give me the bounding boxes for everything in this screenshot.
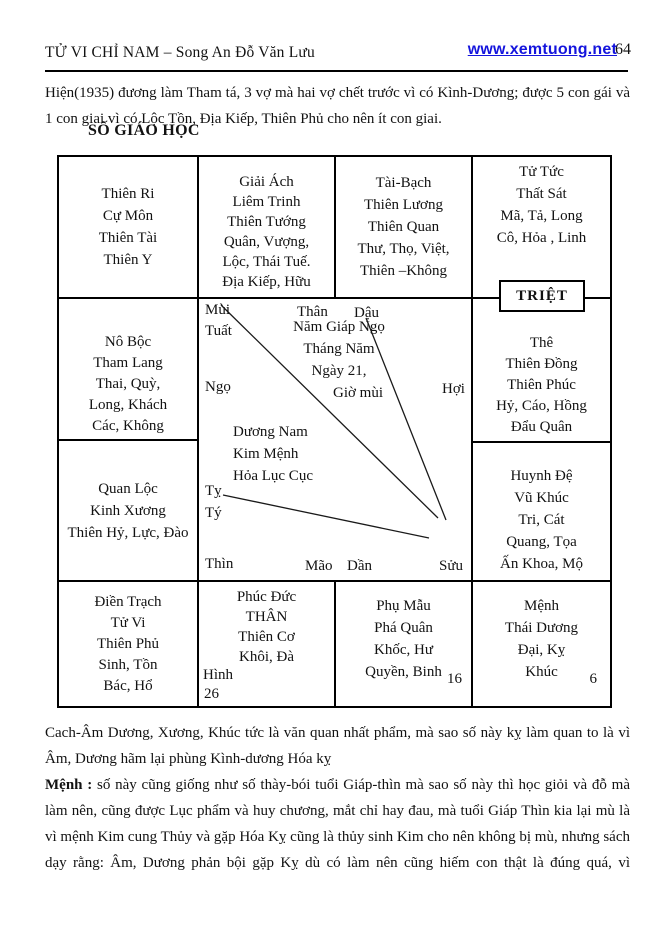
branch-dan: Dần [347, 558, 372, 574]
text-line: Tử Vi [110, 614, 146, 631]
text-line: Thiên Hỷ, Lực, Đào [67, 524, 189, 541]
text-line: Thái Dương [504, 620, 579, 636]
branch-ti: Tỵ [205, 483, 222, 499]
text-line: Quyền, Binh [365, 664, 442, 680]
palace-star-lines [199, 587, 334, 667]
palace-menh [473, 582, 610, 706]
text-line: Kim Mệnh [233, 446, 299, 462]
text-line: THÂN [245, 609, 288, 625]
destiny-info [233, 421, 313, 487]
branch-ty: Tý [205, 505, 222, 521]
text-line: Năm Giáp Ngọ [293, 319, 385, 335]
text-line: Giờ mùi [332, 385, 384, 401]
text-line: Thiên –Không [359, 263, 448, 279]
palace-huynh-de [473, 443, 610, 580]
text-line: Thiên Lương [364, 197, 443, 213]
branch-hoi: Hợi [442, 381, 465, 397]
text-line: Phụ Mẫu [376, 598, 431, 614]
text-line: Thiên Phúc [507, 377, 576, 393]
palace-tai-bach [336, 157, 471, 297]
text-line: Quan Lộc [98, 480, 158, 497]
palace-phu-mau [336, 582, 471, 706]
text-line: Điền Trạch [94, 593, 162, 610]
palace-number: 26 [204, 686, 219, 702]
palace-no-boc [59, 299, 197, 439]
text-line: Khôi, Đà [239, 649, 294, 665]
text-line: Hỷ, Cáo, Hồng [496, 398, 587, 414]
book-title: TỬ VI CHỈ NAM – Song An Đỗ Văn Lưu [45, 44, 315, 61]
text-line: Cự Môn [102, 208, 154, 224]
text-line: Quang, Tọa [506, 534, 577, 550]
page-number: 64 [615, 41, 631, 58]
intro-paragraph: Hiện(1935) đương làm Tham tá, 3 vợ mà hai vợ chết trước vì có Kình-Dương; được 5 con gái và 1 con giai vì có Lộc Tồn, Địa Kiếp, Thiên Phủ cho nên ít con giai. [45, 85, 630, 127]
text-line: Nô Bộc [104, 334, 152, 350]
text-line: Phá Quân [374, 620, 433, 636]
text-line: Thê [529, 335, 554, 351]
text-line: Thiên Ri [101, 186, 155, 202]
text-line: Đẩu Quân [510, 419, 573, 435]
branch-suu: Sửu [439, 558, 463, 574]
text-line: Tử Tức [519, 164, 564, 180]
text-line: Thiên Y [103, 252, 153, 268]
text-line: Cô, Hỏa , Linh [496, 230, 587, 246]
branch-dau: Dậu [354, 305, 379, 321]
text-line: Các, Không [92, 418, 164, 434]
text-line: Phúc Đức [236, 589, 297, 605]
tuvi-chart-table [57, 155, 612, 708]
text-line: Kinh Xương [90, 502, 166, 519]
branch-than: Thân [297, 304, 328, 320]
branch-tuat: Tuất [205, 323, 232, 339]
palace-dien-trach [59, 582, 197, 706]
text-line: Huynh Đệ [510, 468, 573, 484]
text-line: Thiên Cơ [238, 629, 295, 645]
section-heading: SỐ GIÁO HỌC [88, 122, 200, 139]
branch-thin: Thìn [205, 556, 234, 572]
menh-text: số này cũng giống như số thày-bói tuổi Giáp-thìn mà sao số này thì học giỏi và đỗ mà làm nên, cũng được Lục phẩm và huy chương, mắt chỉ hay đau, mà tuổi Giáp Thìn kia lại mù là vì mệnh Kim cung Thủy và gặp Hóa Kỵ cũng là thủy sinh Kim cho nên không bị mù, nhưng sách dạy rằng: Âm, Dương phản bội gặp Kỵ dù có làm nên cũng hiếm con thật là đúng quá, vì [45, 777, 630, 871]
palace-thien-ri [59, 157, 197, 297]
commentary-paragraph [45, 720, 630, 772]
branch-ngo: Ngọ [205, 379, 231, 395]
birth-info [254, 316, 424, 404]
text-line: Thiên Phủ [96, 635, 160, 652]
text-line: Thai, Quỳ, [95, 376, 161, 392]
text-line: Long, Khách [88, 397, 168, 413]
branch-mui: Mùi [205, 302, 231, 318]
text-line: Mệnh [524, 598, 559, 614]
commentary-text: Cach-Âm Dương, Xương, Khúc tức là văn quan nhất phẩm, mà sao số này kỵ làm quan to là vì Âm, Dương hãm lại phùng Kình-dương Hóa kỵ [45, 725, 630, 767]
text-line: Tài-Bạch [375, 175, 432, 191]
text-line: Bác, Hổ [103, 677, 153, 694]
palace-giai-ach [199, 157, 334, 297]
text-line: Liêm Trinh [232, 194, 301, 210]
text-line: Dương Nam [233, 424, 308, 440]
text-line: Tham Lang [93, 355, 163, 371]
text-line: Tháng Năm [303, 341, 375, 357]
palace-tu-tuc [473, 157, 610, 297]
text-line: Địa Kiếp, Hữu [222, 274, 311, 290]
footer-commentary [45, 720, 630, 876]
palace-phuc-duc [199, 582, 334, 706]
text-line: Mã, Tả, Long [500, 208, 583, 224]
text-line: Khốc, Hư [374, 642, 433, 658]
text-line: Thất Sát [516, 186, 567, 202]
text-line: Lộc, Thái Tuế. [222, 254, 311, 270]
text-line: Vũ Khúc [514, 490, 569, 506]
text-line: Sinh, Tồn [98, 656, 158, 673]
palace-number: 6 [589, 671, 597, 687]
text-line: Thiên Tài [98, 230, 158, 246]
text-line: Thiên Đồng [505, 356, 578, 372]
palace-the [473, 299, 610, 439]
text-line: Thư, Thọ, Việt, [357, 241, 450, 257]
text-line: Ngày 21, [311, 363, 367, 379]
text-line: Đại, Kỵ [517, 642, 566, 658]
text-line: Quân, Vượng, [223, 234, 310, 250]
header-rule [45, 70, 628, 72]
text-line: Ấn Khoa, Mộ [500, 556, 583, 572]
menh-label: Mệnh : [45, 777, 98, 793]
chart-center-region [199, 299, 471, 580]
palace-quan-loc [59, 441, 197, 580]
text-line: Khúc [525, 664, 558, 680]
website-link[interactable]: www.xemtuong.net [467, 41, 617, 58]
branch-mao: Mão [305, 558, 333, 574]
text-line: Hỏa Lục Cục [233, 468, 313, 484]
text-line: Thiên Tướng [227, 214, 306, 230]
palace-number: 16 [447, 671, 462, 687]
triet-box: TRIỆT [499, 280, 585, 312]
star-hinh-label: Hình [203, 667, 233, 683]
text-line: Tri, Cát [518, 512, 565, 528]
menh-paragraph [45, 772, 630, 876]
text-line: Thiên Quan [367, 219, 440, 235]
text-line: Giải Ách [239, 174, 294, 190]
